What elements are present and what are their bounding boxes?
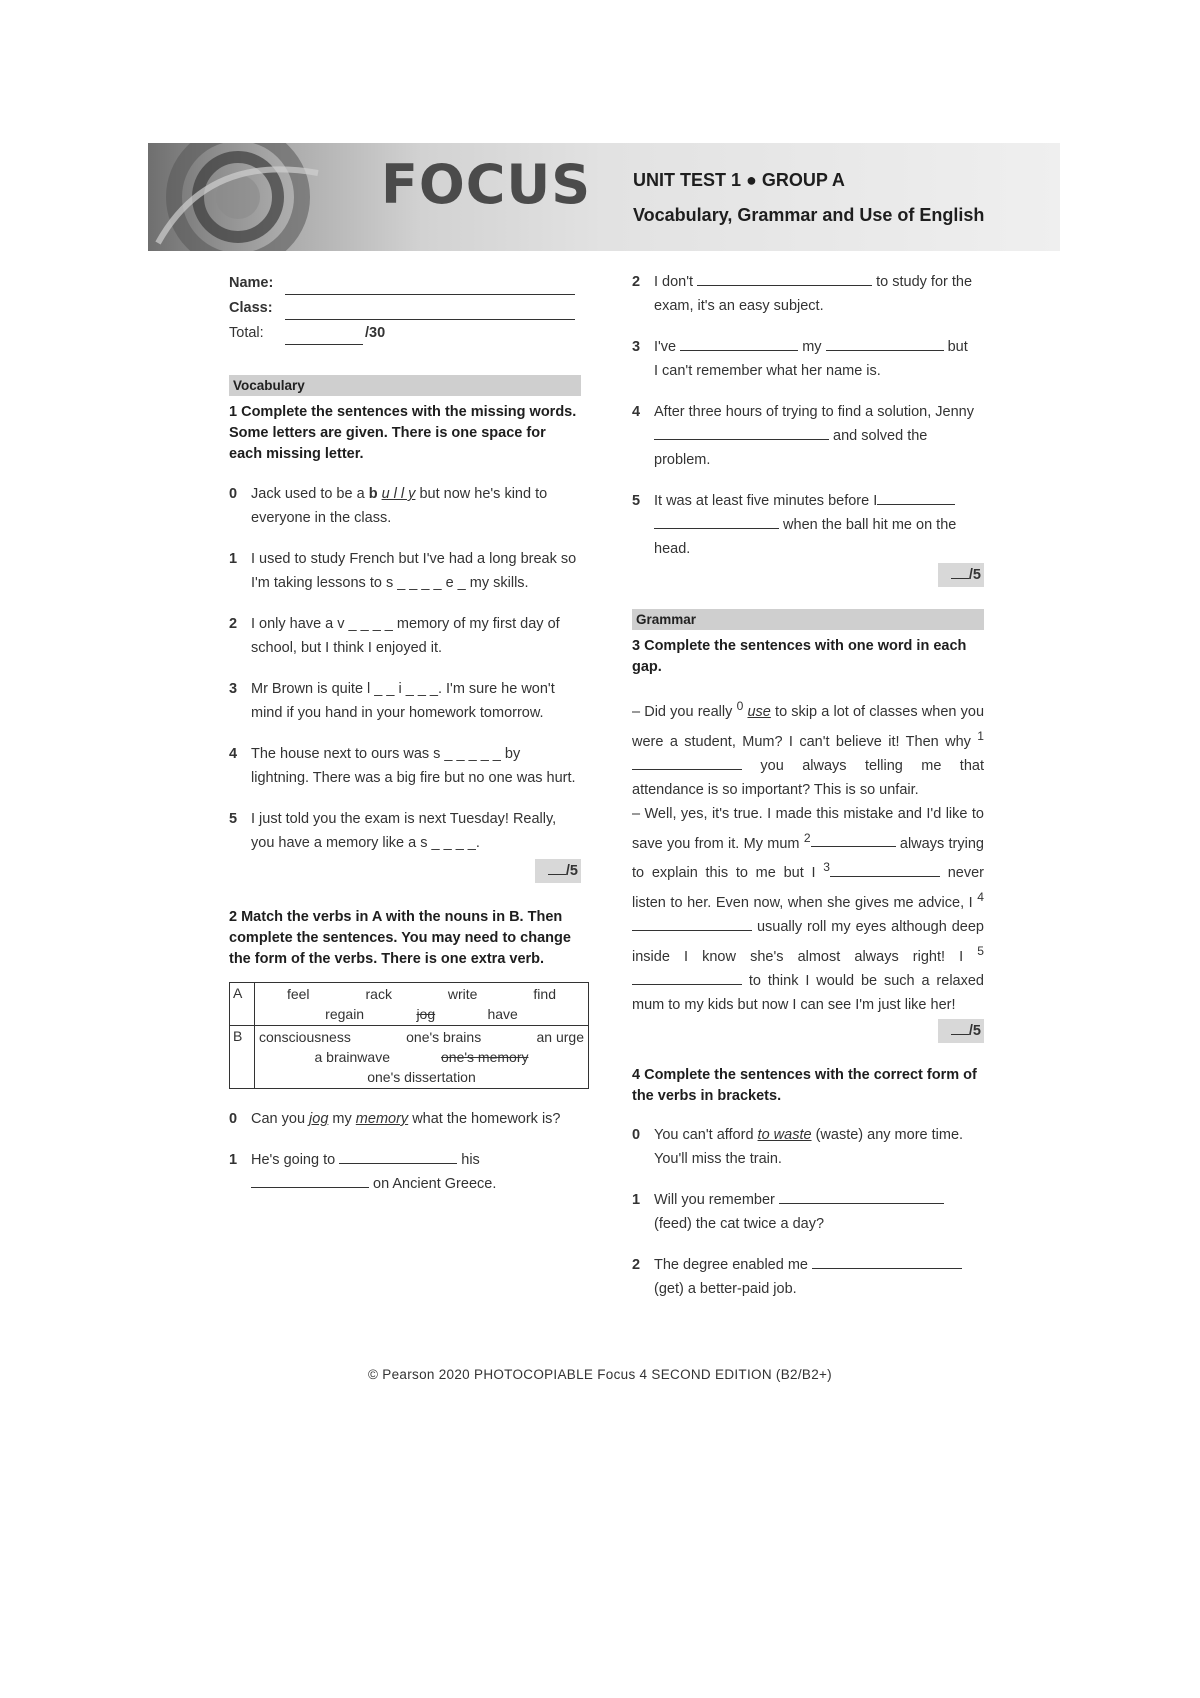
- ex2-score: /5: [632, 563, 984, 587]
- ex1-item-5: 5 I just told you the exam is next Tuesday! Really, you have a memory like a s _ _ _ _.: [229, 811, 557, 851]
- ex4-item-0-answer: to waste: [757, 1126, 812, 1143]
- brand-logo: FOCUS: [381, 153, 592, 216]
- ex4-item-2: 2 The degree enabled me (get) a better-paid job.: [632, 1253, 984, 1301]
- name-row: [229, 270, 581, 295]
- ex4-instruction: 4 Complete the sentences with the correct form of the verbs in brackets.: [632, 1066, 977, 1104]
- total-label: Total:: [229, 325, 264, 341]
- ex2-item-1: 1 He's going to his on Ancient Greece.: [229, 1148, 581, 1196]
- total-field[interactable]: [285, 328, 363, 345]
- left-column: [229, 270, 584, 1196]
- student-fields: [229, 270, 581, 345]
- ex3-instruction: 3 Complete the sentences with one word in each gap.: [632, 638, 967, 675]
- table-label-b: B: [230, 1026, 255, 1089]
- ex1-score: /5: [229, 859, 581, 883]
- ex2-item-2-blank[interactable]: [697, 271, 872, 286]
- ex2-item-5-blank-b[interactable]: [654, 514, 779, 529]
- class-label: Class:: [229, 300, 273, 316]
- ex2-item-4: 4 After three hours of trying to find a solution, Jenny and solved the problem.: [632, 404, 974, 468]
- class-row: [229, 295, 581, 320]
- ex2-item-0: 0 Can you jog my memory what the homework is?: [229, 1111, 561, 1127]
- ex1-item-2: 2 I only have a v _ _ _ _ memory of my first day of school, but I think I enjoyed it.: [229, 616, 560, 656]
- ex2-item-5-blank-a[interactable]: [877, 490, 955, 505]
- vocabulary-heading: Vocabulary: [229, 375, 581, 396]
- ex3-dialogue: – Did you really $^0$ use to skip a lot of classes when you were a student, Mum? I can't believe it! Then why $^1$ you always telling me that attendance is so important? This is so unfair. – Well, yes, it's true. I made this mistake and I'd like to save you from it. My mum $^2$ always trying to explain this to me but I $^3$ never listen to her. Even now, when she gives me advice, I $^4$ usually roll my eyes although deep inside I know she's almost always right! I $^5$ to think I would be such a relaxed mum to my kids but now I can see I'm just like her!: [632, 699, 985, 1013]
- ex3-answer-0: use: [747, 703, 771, 720]
- ex2-item-3-blank-b[interactable]: [826, 336, 944, 351]
- unit-subtitle: Vocabulary, Grammar and Use of English: [633, 205, 985, 225]
- ex3-blank-1[interactable]: [632, 755, 742, 770]
- ex2-item-1-blank-a[interactable]: [339, 1149, 457, 1164]
- total-out-of: /30: [365, 325, 386, 341]
- table-verbs-cell: feel rack write find regain jog have: [255, 983, 589, 1026]
- ex2-item-2: 2 I don't to study for the exam, it's an easy subject.: [632, 270, 984, 318]
- name-label: Name:: [229, 275, 274, 291]
- ex1-item-4: 4 The house next to ours was s _ _ _ _ _ by lightning. There was a big fire but no one was hurt.: [229, 746, 576, 786]
- ex1-instruction: 1 Complete the sentences with the missing words. Some letters are given. There is one space for each missing letter.: [229, 404, 577, 462]
- ex3-blank-2[interactable]: [811, 832, 896, 847]
- ex2-item-4-blank[interactable]: [654, 425, 829, 440]
- total-row: [229, 320, 581, 345]
- focus-swirl-logo-icon: [148, 143, 348, 251]
- ex2-item-3-blank-a[interactable]: [680, 336, 798, 351]
- ex2-item-1-blank-b[interactable]: [251, 1173, 369, 1188]
- ex3-blank-5[interactable]: [632, 970, 742, 985]
- class-field[interactable]: [285, 303, 575, 320]
- ex2-item-5: 5 It was at least five minutes before I when the ball hit me on the head.: [632, 489, 984, 561]
- ex4-item-1-blank[interactable]: [779, 1189, 944, 1204]
- ex2-word-table: [229, 982, 589, 1089]
- ex2-item-3: 3 I've my but I can't remember what her name is.: [632, 335, 984, 383]
- unit-title: UNIT TEST 1 ● GROUP A: [633, 170, 845, 190]
- ex4-item-0: 0 You can't afford to waste (waste) any more time. You'll miss the train.: [632, 1126, 964, 1167]
- table-nouns-cell: consciousness one's brains an urge a brainwave one's memory one's dissertation: [255, 1026, 589, 1089]
- ex3-blank-3[interactable]: [830, 862, 940, 877]
- ex1-item-3: 3 Mr Brown is quite l _ _ i _ _ _. I'm sure he won't mind if you hand in your homework tomorrow.: [229, 681, 555, 721]
- ex4-item-1: 1 Will you remember (feed) the cat twice a day?: [632, 1188, 984, 1236]
- ex4-item-2-blank[interactable]: [812, 1254, 962, 1269]
- ex2-instruction: 2 Match the verbs in A with the nouns in B. Then complete the sentences. You may need to change the form of the verbs. There is one extra verb.: [229, 909, 571, 967]
- right-column: [632, 270, 984, 1301]
- ex3-score: /5: [632, 1019, 984, 1043]
- ex1-item-0: 0 Jack used to be a b u l l y but now he's kind to everyone in the class.: [229, 486, 548, 526]
- page-footer: © Pearson 2020 PHOTOCOPIABLE Focus 4 SECOND EDITION (B2/B2+): [368, 1367, 832, 1382]
- name-field[interactable]: [285, 278, 575, 295]
- ex3-blank-4[interactable]: [632, 916, 752, 931]
- ex1-item-0-answer: u l l y: [381, 486, 416, 502]
- table-label-a: A: [230, 983, 255, 1026]
- header-banner: [148, 143, 1060, 251]
- ex1-item-1: 1 I used to study French but I've had a long break so I'm taking lessons to s _ _ _ _ e _ my skills.: [229, 551, 577, 591]
- grammar-heading: Grammar: [632, 609, 984, 630]
